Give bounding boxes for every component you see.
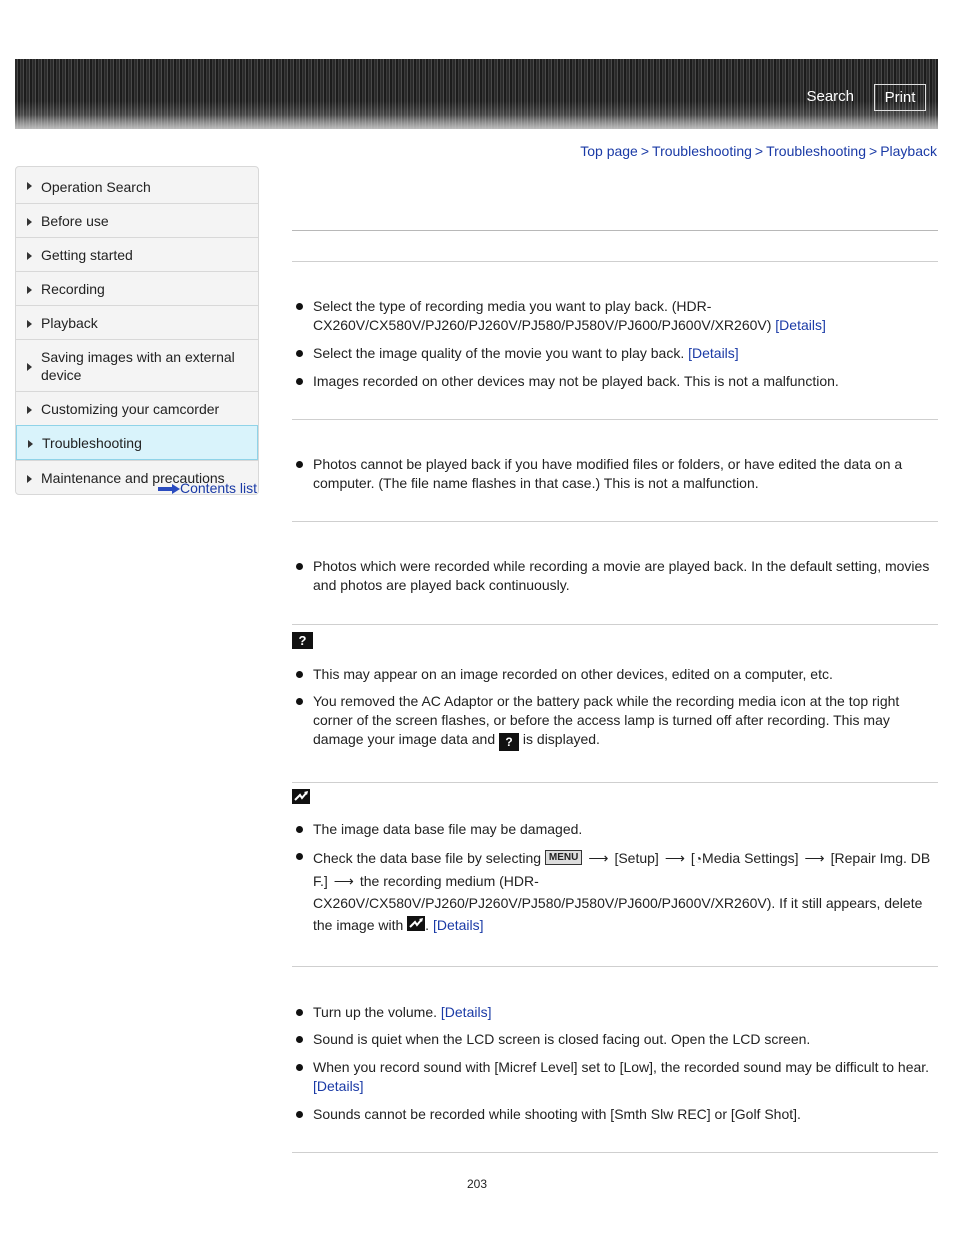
section-5-list <box>292 820 938 936</box>
divider <box>292 419 938 420</box>
chevron-right-icon <box>27 475 32 483</box>
chevron-right-icon <box>27 252 32 260</box>
item-text: This may appear on an image recorded on other devices, edited on a computer, etc. <box>313 666 833 682</box>
sidebar-item-playback[interactable] <box>16 305 258 339</box>
list-item <box>292 1030 938 1049</box>
arrow-right-icon: ⟶ <box>664 850 685 866</box>
contents-list-link[interactable] <box>158 480 257 496</box>
item-text: the recording medium (HDR-CX260V/CX580V/PJ260/PJ260V/PJ580/PJ580V/PJ600/PJ600V/XR260V). If it still appears, delete the image with <box>313 873 923 933</box>
item-text: Check the data base file by selecting <box>313 850 542 866</box>
sidebar-item-saving-images[interactable] <box>16 339 258 391</box>
section-6-list <box>292 1003 938 1124</box>
sidebar-item-label: Maintenance and precautions <box>41 470 225 486</box>
list-item <box>292 847 938 936</box>
item-text: You removed the AC Adaptor or the battery pack while the recording media icon at the top right corner of the screen flashes, or before the access lamp is turned off after recording. This may damage your image data and <box>313 693 900 747</box>
list-item <box>292 455 938 493</box>
sidebar-item-customizing[interactable] <box>16 391 258 425</box>
item-text: Sound is quiet when the LCD screen is closed facing out. Open the LCD screen. <box>313 1031 811 1047</box>
list-item <box>292 344 938 363</box>
media-settings-icon: ◔ <box>694 852 703 866</box>
list-item <box>292 665 938 684</box>
chevron-right-icon <box>27 182 32 190</box>
chevron-right-icon <box>27 286 32 294</box>
list-item <box>292 372 938 391</box>
divider <box>292 624 938 625</box>
list-item <box>292 820 938 839</box>
print-button[interactable]: Print <box>874 84 926 111</box>
question-mark-icon: ? <box>499 733 519 751</box>
arrow-right-icon <box>158 484 180 494</box>
section-1-list <box>292 297 938 391</box>
damaged-image-icon <box>292 789 310 804</box>
sidebar-item-label: Saving images with an external device <box>41 349 235 383</box>
sidebar-item-label: Customizing your camcorder <box>41 401 220 417</box>
item-text: Photos which were recorded while recording a movie are played back. In the default setting, movies and photos are played back continuously. <box>313 558 930 593</box>
item-text: [ <box>690 850 695 866</box>
item-text: Sounds cannot be recorded while shooting with [Smth Slw REC] or [Golf Shot]. <box>313 1106 801 1122</box>
item-text: Turn up the volume. <box>313 1004 437 1020</box>
sidebar-item-label: Playback <box>41 315 98 331</box>
page-number: 203 <box>466 1177 488 1191</box>
section-3-list <box>292 557 938 595</box>
details-link[interactable]: [Details] <box>313 1078 364 1094</box>
divider <box>292 966 938 967</box>
question-mark-icon: ? <box>292 632 313 649</box>
contents-list-label: Contents list <box>180 480 258 496</box>
divider <box>292 521 938 522</box>
sidebar-item-recording[interactable] <box>16 271 258 305</box>
breadcrumb-troubleshooting-1[interactable]: Troubleshooting <box>652 143 752 159</box>
breadcrumb-separator: > <box>754 143 764 159</box>
breadcrumb-top-page[interactable]: Top page <box>580 143 638 159</box>
arrow-right-icon: ⟶ <box>804 850 825 866</box>
item-text: Photos cannot be played back if you have modified files or folders, or have edited the data on a computer. (The file name flashes in that case.) This is not a malfunction. <box>313 456 903 491</box>
chevron-right-icon <box>27 406 32 414</box>
sidebar-item-operation-search[interactable] <box>16 167 258 203</box>
sidebar-item-troubleshooting[interactable] <box>16 425 258 460</box>
breadcrumb <box>580 143 937 159</box>
chevron-right-icon <box>27 363 32 371</box>
chevron-right-icon <box>27 320 32 328</box>
list-item <box>292 1003 938 1022</box>
breadcrumb-separator: > <box>640 143 650 159</box>
sidebar-item-before-use[interactable] <box>16 203 258 237</box>
sidebar-item-label: Operation Search <box>41 179 151 195</box>
item-text: . <box>425 917 430 933</box>
item-text: [Setup] <box>614 850 659 866</box>
sidebar-item-getting-started[interactable] <box>16 237 258 271</box>
item-text: Images recorded on other devices may not be played back. This is not a malfunction. <box>313 373 839 389</box>
details-link[interactable]: [Details] <box>432 917 484 933</box>
breadcrumb-playback[interactable]: Playback <box>880 143 937 159</box>
arrow-right-icon: ⟶ <box>588 850 609 866</box>
details-link[interactable]: [Details] <box>440 1004 492 1020</box>
divider <box>292 261 938 262</box>
chevron-right-icon <box>28 440 33 448</box>
divider <box>292 230 938 231</box>
section-2-list <box>292 455 938 493</box>
sidebar-nav <box>15 166 259 495</box>
list-item <box>292 1105 938 1124</box>
divider <box>292 782 938 783</box>
item-text: Select the image quality of the movie you want to play back. <box>313 345 685 361</box>
chevron-right-icon <box>27 218 32 226</box>
sidebar-item-label: Getting started <box>41 247 133 263</box>
damaged-image-icon <box>407 916 425 931</box>
arrow-right-icon: ⟶ <box>333 873 354 889</box>
divider <box>292 1152 938 1153</box>
details-link[interactable]: [Details] <box>775 317 826 333</box>
list-item <box>292 1058 938 1096</box>
item-text: When you record sound with [Micref Level] set to [Low], the recorded sound may be difficult to hear. <box>313 1059 930 1075</box>
sidebar-item-label: Troubleshooting <box>42 435 142 451</box>
item-text: Media Settings] <box>702 850 799 866</box>
details-link[interactable]: [Details] <box>688 345 739 361</box>
list-item <box>292 557 938 595</box>
item-text: is displayed. <box>522 731 600 747</box>
sidebar-item-label: Recording <box>41 281 105 297</box>
list-item <box>292 297 938 335</box>
section-4-list <box>292 665 938 751</box>
breadcrumb-troubleshooting-2[interactable]: Troubleshooting <box>766 143 866 159</box>
item-text: Select the type of recording media you want to play back. (HDR-CX260V/CX580V/PJ260/PJ260V/PJ580/PJ580V/PJ600/PJ600V/XR260V) <box>313 298 772 333</box>
item-text: [Repair Img. DB F.] <box>313 850 931 889</box>
item-text: The image data base file may be damaged. <box>313 821 583 837</box>
search-link[interactable]: Search <box>806 88 854 105</box>
breadcrumb-separator: > <box>869 143 878 159</box>
page-header <box>15 59 938 129</box>
menu-icon: MENU <box>545 850 582 865</box>
list-item <box>292 692 938 751</box>
sidebar-item-label: Before use <box>41 213 109 229</box>
